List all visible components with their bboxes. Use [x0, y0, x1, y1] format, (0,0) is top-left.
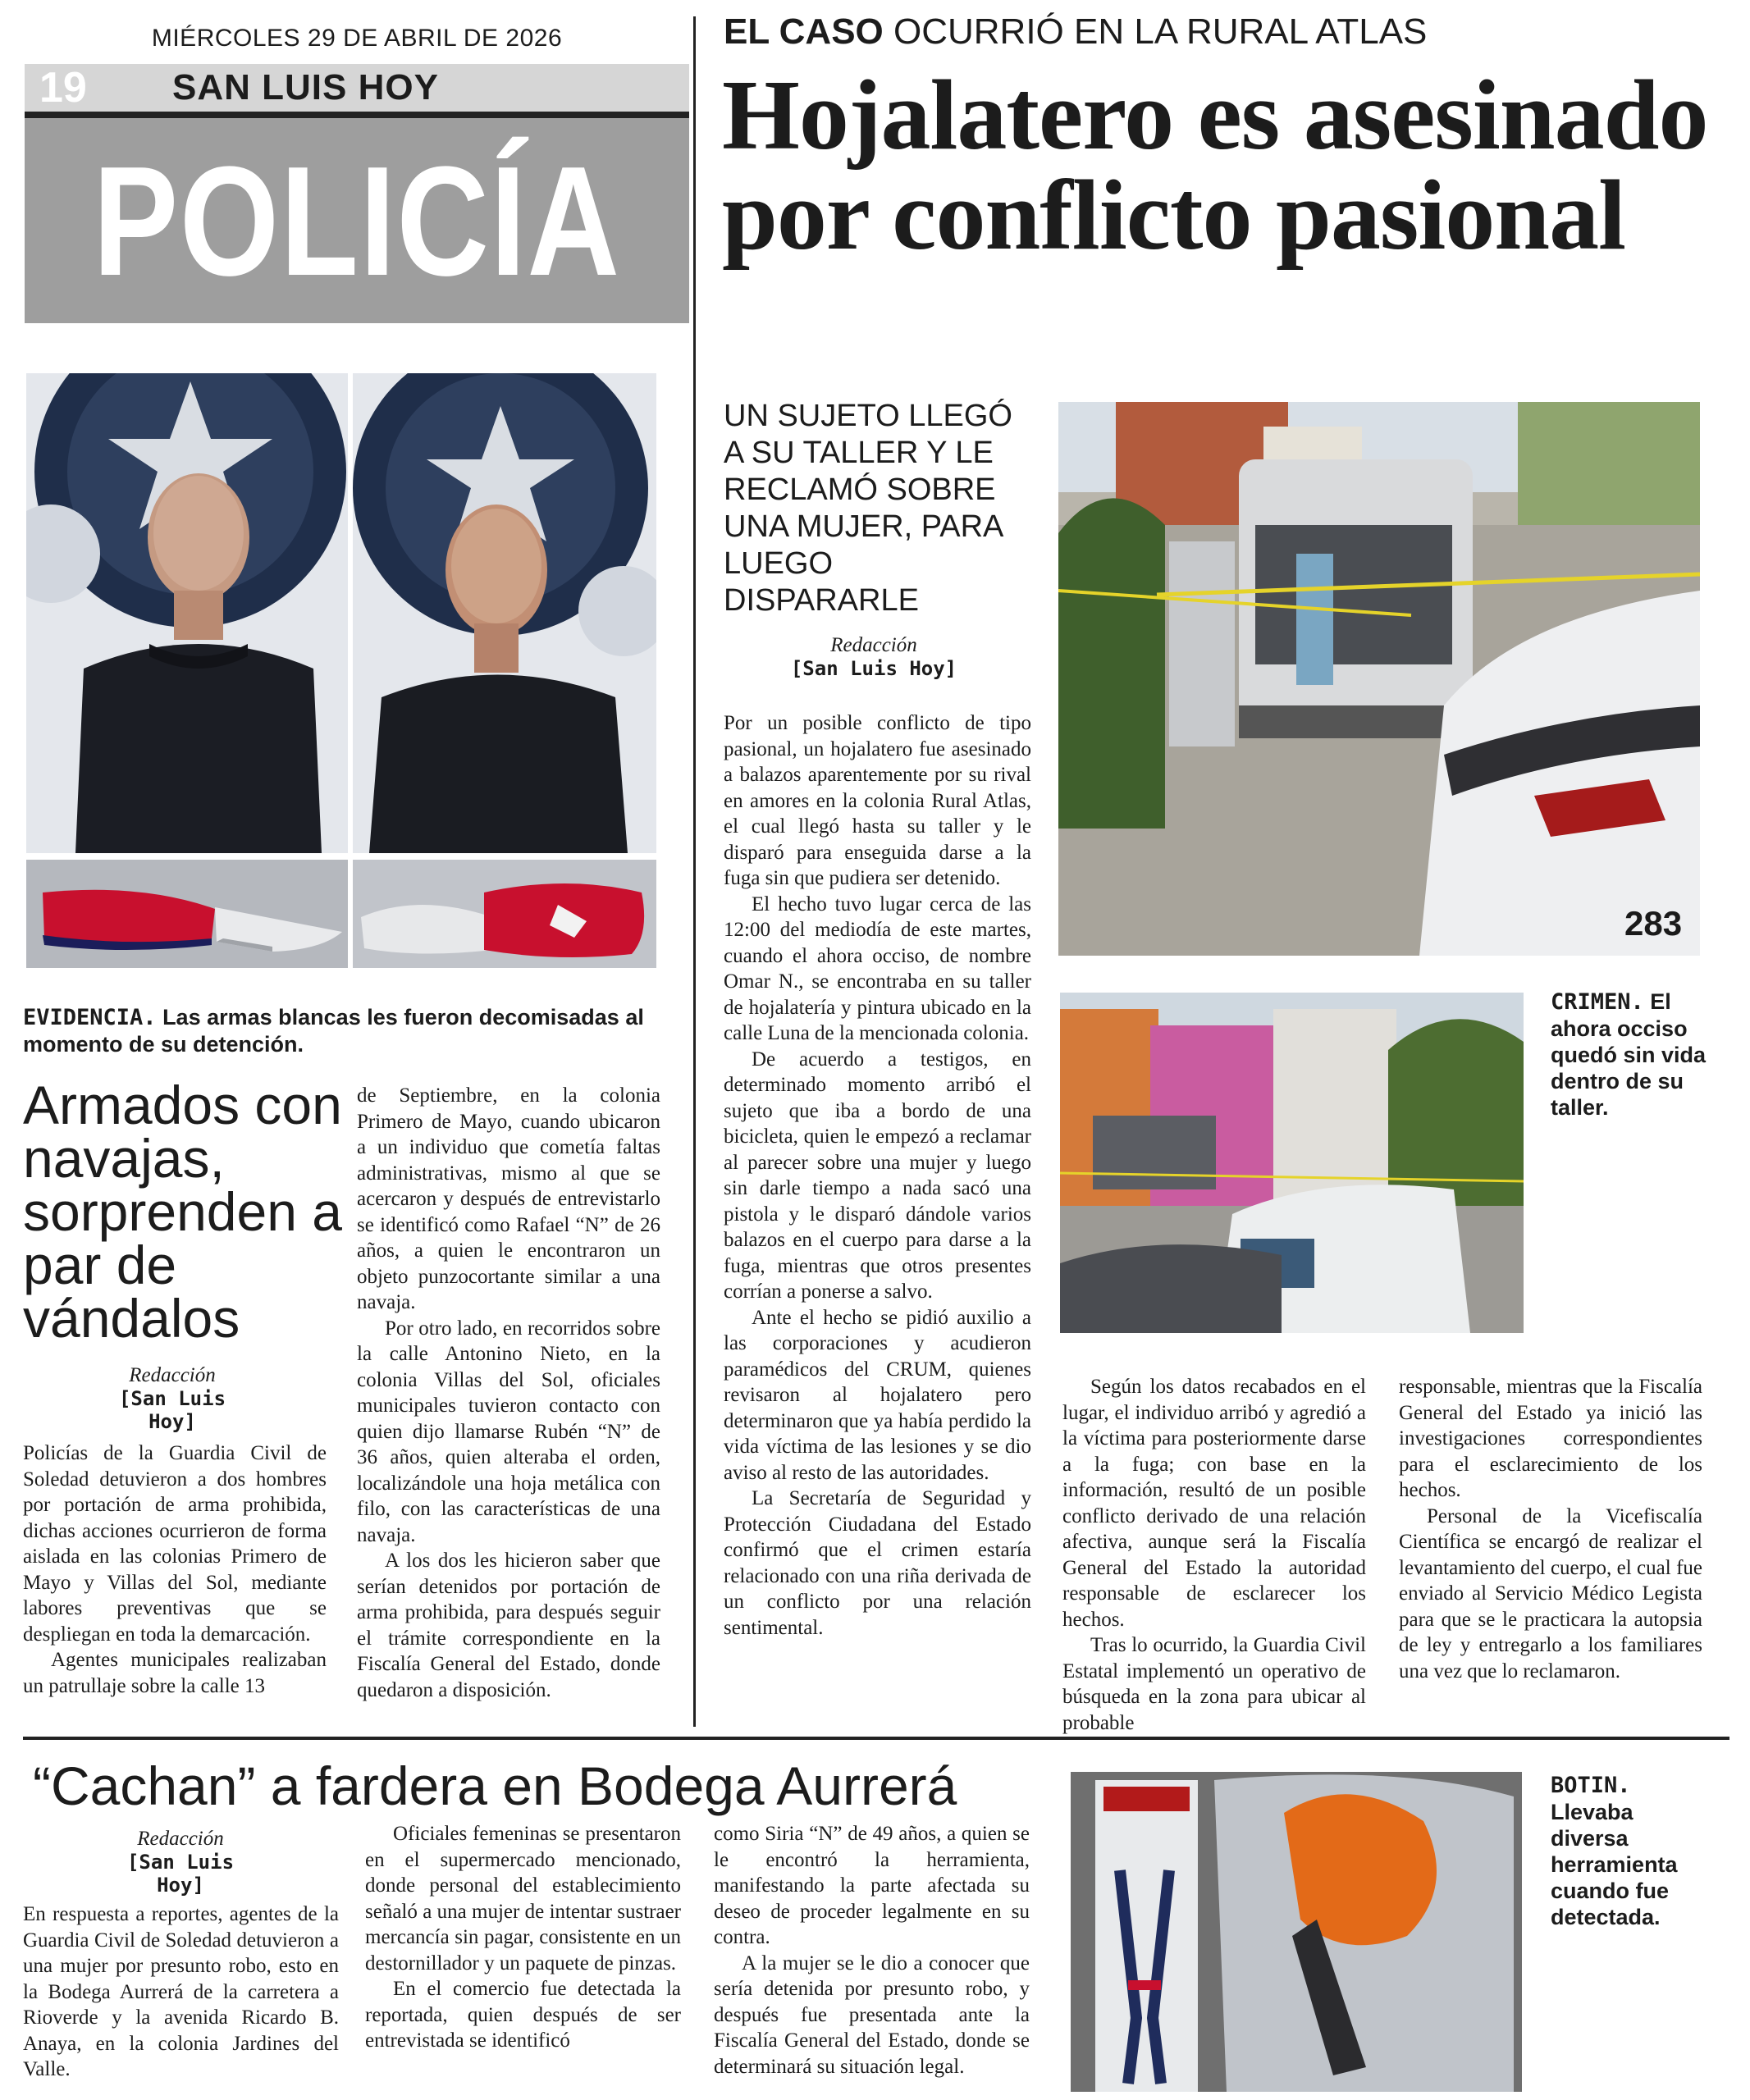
article-headline-armados: Armados con navajas, sorprenden a par de vándalos	[23, 1075, 342, 1349]
paragraph: Según los datos recabados en el lugar, el individuo arribó y agredió a la víctima para posteriormente darse a la fuga; con base en la información, resultó de un posible conflicto derivado de una relación afectiva, aunque será la Fiscalía General del Estado la autoridad responsable de esclarecer los hechos.	[1062, 1376, 1366, 1631]
page-number: 19	[39, 64, 87, 112]
newspaper-name: SAN LUIS HOY	[172, 67, 439, 107]
botin-caption-text: Llevaba diversa herramienta cuando fue detectada.	[1551, 1800, 1678, 1929]
botin-caption-label: BOTIN.	[1551, 1773, 1631, 1798]
evidence-caption	[23, 1004, 671, 1057]
paragraph: La Secretaría de Seguridad y Protección Ciudadana del Estado confirmó que el crimen estaría relacionado con una riña derivada de un conflicto por una relación sentimental.	[724, 1487, 1031, 1639]
paragraph: Policías de la Guardia Civil de Soledad detuvieron a dos hombres por portación de arma prohibida, dichas acciones ocurrieron de forma aislada en las colonias Primero de Mayo y Villas del Sol, mediante labores preventivas que se despliegan en toda la demarcación.	[23, 1442, 327, 1646]
crimen-caption-text: El ahora occiso quedó sin vida dentro de su taller.	[1551, 989, 1707, 1120]
botin-caption	[1551, 1772, 1707, 1930]
paragraph: responsable, mientras que la Fiscalía General del Estado ya inició las investigaciones correspondientes para el esclarecimiento de los hechos.	[1399, 1376, 1702, 1501]
crimen-caption-label: CRIMEN.	[1551, 989, 1644, 1015]
article-column-cachan-3	[714, 1821, 1030, 2079]
paragraph: Ante el hecho se pidió auxilio a las corporaciones y acudieron paramédicos del CRUM, quienes revisaron al hojalatero pero determinaron que ya había perdido la vida víctima de las lesiones y se dio aviso al resto de las autoridades.	[724, 1306, 1031, 1484]
section-title: POLICÍA	[93, 135, 621, 308]
paragraph: Oficiales femeninas se presentaron en el supermercado mencionado, donde personal del establecimiento señaló a una mujer de intentar sustraer mercancía sin pagar, consistente en un destornillador y un paquete de pinzas.	[365, 1823, 681, 1974]
paragraph: En respuesta a reportes, agentes de la Guardia Civil de Soledad detuvieron a una mujer por presunto robo, esto en la Bodega Aurrerá de la carretera a Rioverde y la avenida Ricardo B. Anaya, en la colonia Jardines del Valle.	[23, 1903, 339, 2080]
paragraph: como Siria “N” de 49 años, a quien se le encontró la herramienta, manifestando la parte afectada su deseo de proceder legalmente en su contra.	[714, 1823, 1030, 1948]
mugshot-2-illustration	[353, 373, 656, 853]
knife-1-illustration	[26, 860, 348, 968]
mugshot-1-illustration	[26, 373, 348, 853]
kicker-rest: OCURRIÓ EN LA RURAL ATLAS	[883, 11, 1428, 52]
paragraph: Personal de la Vicefiscalía Científica se encargó de realizar el levantamiento del cuerpo, el cual fue enviado al Servicio Médico Legista para que se le practicara la autopsia de ley y entregarlo a los familiares una vez que lo reclamaron.	[1399, 1504, 1702, 1682]
issue-date: MIÉRCOLES 29 DE ABRIL DE 2026	[151, 25, 563, 52]
byline-outlet: [San Luis Hoy]	[118, 1387, 226, 1433]
article-kicker	[724, 8, 1427, 56]
crime-scene-1-illustration	[1058, 402, 1700, 956]
byline-cachan	[98, 1828, 263, 1897]
evidence-caption-label: EVIDENCIA.	[23, 1005, 157, 1030]
lead-headline: Hojalatero es asesinado por conflicto pasional	[722, 60, 1708, 271]
lead-deck: UN SUJETO LLEGÓ A SU TALLER Y LE RECLAMÓ SOBRE UNA MUJER, PARA LUEGO DISPARARLE	[724, 399, 1012, 618]
paragraph: Por otro lado, en recorridos sobre la calle Antonino Nieto, en la colonia Villas del Sol, oficiales municipales tuvieron contacto con quien dijo llamarse Rubén “N” de 36 años, quien alteraba el orden, localizándole una hoja metálica con filo, con las características de una navaja.	[357, 1317, 660, 1546]
knife-photo-2	[353, 860, 656, 968]
masthead-rule	[25, 112, 689, 118]
byline-author: Redacción	[830, 634, 917, 656]
paragraph: En el comercio fue detectada la reportada, quien después de ser entrevistada se identificó	[365, 1978, 681, 2052]
article-column-cachan-1	[23, 1901, 339, 2083]
byline-lead	[779, 634, 968, 680]
byline-outlet: [San Luis Hoy]	[790, 657, 957, 680]
paragraph: El hecho tuvo lugar cerca de las 12:00 del mediodía de este martes, cuando el ahora occiso, de nombre Omar N., se encontraba en su taller de hojalatería y pintura ubicado en la calle Luna de la mencionada colonia.	[724, 892, 1031, 1044]
column-divider	[693, 16, 696, 1727]
lead-column-1	[724, 710, 1031, 1641]
mugshot-photo-1	[26, 373, 348, 853]
article-column-armados-2	[357, 1083, 660, 1703]
byline-author: Redacción	[129, 1364, 216, 1386]
lead-column-2	[1062, 1374, 1366, 1736]
stolen-tools-illustration	[1071, 1772, 1522, 2092]
byline-outlet: [San Luis Hoy]	[126, 1851, 235, 1897]
section-divider	[23, 1737, 1729, 1740]
paragraph: A la mujer se le dio a conocer que sería detenida por presunto robo, y después fue presentada ante la Fiscalía General del Estado, donde se determinará su situación legal.	[714, 1952, 1030, 2078]
paragraph: A los dos les hicieron saber que serían detenidos por portación de arma prohibida, para después seguir el trámite correspondiente en la Fiscalía General del Estado, donde quedaron a disposición.	[357, 1550, 660, 1701]
crime-scene-photo-1	[1058, 402, 1700, 956]
paragraph: Tras lo ocurrido, la Guardia Civil Estatal implementó un operativo de búsqueda en la zona para ubicar al probable	[1062, 1634, 1366, 1734]
paragraph: de Septiembre, en la colonia Primero de Mayo, cuando ubicaron a un individuo que cometía faltas administrativas, mismo al que se acercaron y después de entrevistarlo se identificó como Rafael “N” de 26 años, a quien le encontraron un objeto punzocortante similar a una navaja.	[357, 1084, 660, 1313]
article-column-armados-1	[23, 1440, 327, 1699]
patrol-number: 283	[1624, 904, 1683, 943]
paragraph: Agentes municipales realizaban un patrullaje sobre la calle 13	[23, 1649, 327, 1697]
crimen-caption	[1551, 988, 1707, 1121]
knife-photo-1	[26, 860, 348, 968]
article-headline-cachan: “Cachan” a fardera en Bodega Aurrerá	[33, 1755, 957, 1816]
paragraph: Por un posible conflicto de tipo pasional, un hojalatero fue asesinado a balazos aparentemente por su rival en amores en la colonia Rural Atlas, el cual llegó hasta su taller y le disparó para enseguida darse a la fuga sin que pudiera ser detenido.	[724, 712, 1031, 889]
article-column-cachan-2	[365, 1821, 681, 2054]
paragraph: De acuerdo a testigos, en determinado momento arribó el sujeto que iba a bordo de una bicicleta, quien le empezó a reclamar al parecer sobre una mujer y luego sin darle tiempo a nada sacó una pistola y le disparó dándole varios balazos en el cuerpo para darse a la fuga, mientras que otros presentes corrían a ponerse a salvo.	[724, 1048, 1031, 1303]
evidence-caption-text: Las armas blancas les fueron decomisadas al momento de su detención.	[23, 1005, 644, 1057]
byline-armados	[90, 1364, 254, 1433]
kicker-bold: EL CASO	[724, 11, 884, 52]
stolen-tools-photo	[1071, 1772, 1522, 2092]
crime-scene-2-illustration	[1060, 993, 1524, 1333]
knife-2-illustration	[353, 860, 656, 968]
crime-scene-photo-2	[1060, 993, 1524, 1333]
byline-author: Redacción	[137, 1828, 224, 1850]
lead-column-3	[1399, 1374, 1702, 1684]
mugshot-photo-2	[353, 373, 656, 853]
